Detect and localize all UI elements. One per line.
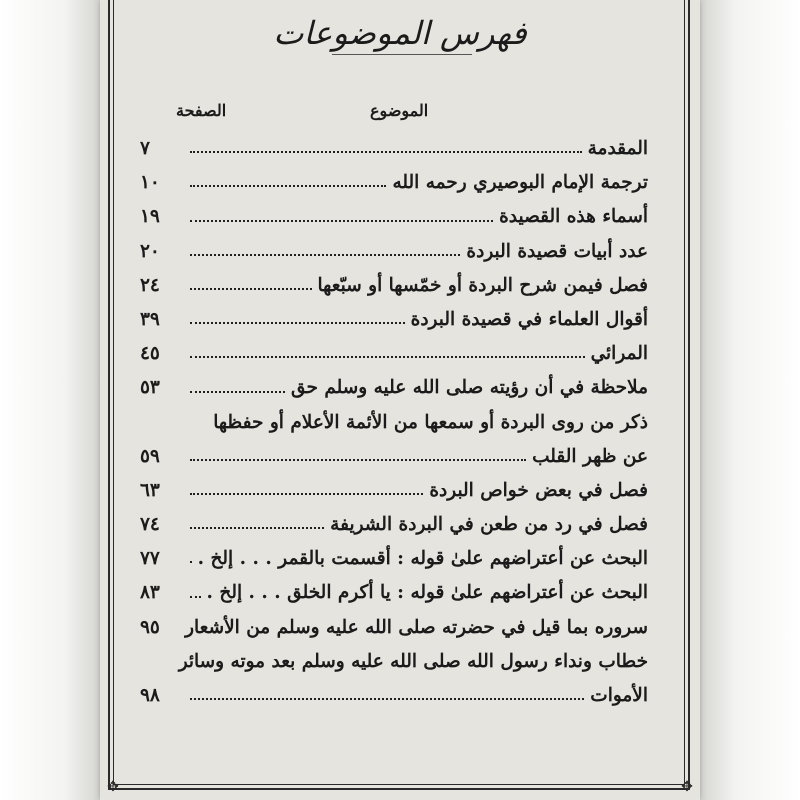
toc-entry [140,605,648,639]
background-right [692,0,800,800]
toc-entry-title: ذكر من روى البردة أو سمعها من الأئمة الأعلام أو حفظها [213,411,648,433]
toc-entry-page-number: ٢٤ [140,274,160,296]
toc-entry-page-number: ٧٤ [140,514,160,536]
toc-entry [140,229,648,263]
column-header-topic: الموضوع [370,101,429,120]
toc-entry-title: فصل فيمن شرح البردة أو خمّسها أو سبّعها [317,274,648,296]
toc-entry-page-number: ١٩ [140,206,160,228]
toc-entry-page-number: ١٠ [140,172,160,194]
toc-entry [140,673,648,707]
dot-leader [190,561,192,563]
toc-entry-page-number: ٦٣ [140,479,160,501]
dot-leader [190,459,526,461]
toc-entry-page-number: ٩٥ [140,616,160,638]
toc-entry-page-number: ٢٠ [140,240,160,262]
dot-leader [190,254,460,256]
page-title: فهرس الموضوعات [273,14,527,52]
toc-entry [140,639,648,673]
dot-leader [190,698,584,700]
toc-entry [140,160,648,194]
corner-ornament-icon: ✥ [107,779,119,795]
toc-entry [140,297,648,331]
toc-entry-page-number: ٣٩ [140,308,160,330]
background-left [0,0,108,800]
toc-entry-title: البحث عن أعتراضهم علىٰ قوله : أقسمت بالقمر . . . إلخ . [197,548,648,570]
toc-entry-title: فصل في بعض خواص البردة [429,479,648,501]
toc-entry-title: عن ظهر القلب [532,445,648,467]
toc-entry-title: أقوال العلماء في قصيدة البردة [410,308,648,330]
toc-entry-title: فصل في رد من طعن في البردة الشريفة [330,514,648,536]
corner-ornament-icon: ✥ [681,779,693,795]
toc-entry [140,194,648,228]
toc-entry [140,502,648,536]
column-header-page: الصفحة [176,101,227,120]
toc-entry [140,400,648,434]
toc-entry-title: ترجمة الإمام البوصيري رحمه الله [392,172,648,194]
toc-entry-page-number: ٧ [140,138,150,159]
toc-entry-title: المقدمة [587,138,648,159]
toc-entry-title: سروره بما قيل في حضرته صلى الله عليه وسلم من الأشعار [185,616,648,638]
book-page [100,0,700,800]
dot-leader [190,391,285,393]
dot-leader [190,185,386,187]
toc-entry [140,434,648,468]
toc-entry-page-number: ٩٨ [140,685,160,706]
toc-entry-title: خطاب ونداء رسول الله صلى الله عليه وسلم بعد موته وسائر [178,650,648,672]
dot-leader [190,322,405,324]
table-of-contents [140,126,648,707]
title-divider [332,54,472,55]
toc-entry-title: عدد أبيات قصيدة البردة [466,240,648,262]
toc-entry-title: البحث عن أعتراضهم علىٰ قوله : يا أكرم الخلق . . . إلخ . [206,582,648,604]
dot-leader [190,493,423,495]
toc-entry-title: ملاحظة في أن رؤيته صلى الله عليه وسلم حق [291,377,648,399]
dot-leader [190,288,312,290]
toc-entry [140,331,648,365]
dot-leader [190,527,324,529]
toc-entry-page-number: ٤٥ [140,343,160,365]
toc-entry-page-number: ٥٩ [140,445,160,467]
toc-entry [140,468,648,502]
toc-entry-page-number: ٥٣ [140,377,160,399]
toc-entry [140,570,648,604]
toc-entry [140,365,648,399]
dot-leader [190,220,493,222]
toc-entry-title: الأموات [590,685,648,706]
dot-leader [190,151,582,153]
dot-leader [190,356,585,358]
toc-entry [140,126,648,160]
toc-entry-page-number: ٨٣ [140,582,160,604]
toc-entry-page-number: ٧٧ [140,548,160,570]
toc-entry [140,263,648,297]
toc-entry-title: المرائي [590,343,648,365]
dot-leader [190,596,201,598]
toc-entry-title: أسماء هذه القصيدة [499,206,648,228]
toc-entry [140,536,648,570]
